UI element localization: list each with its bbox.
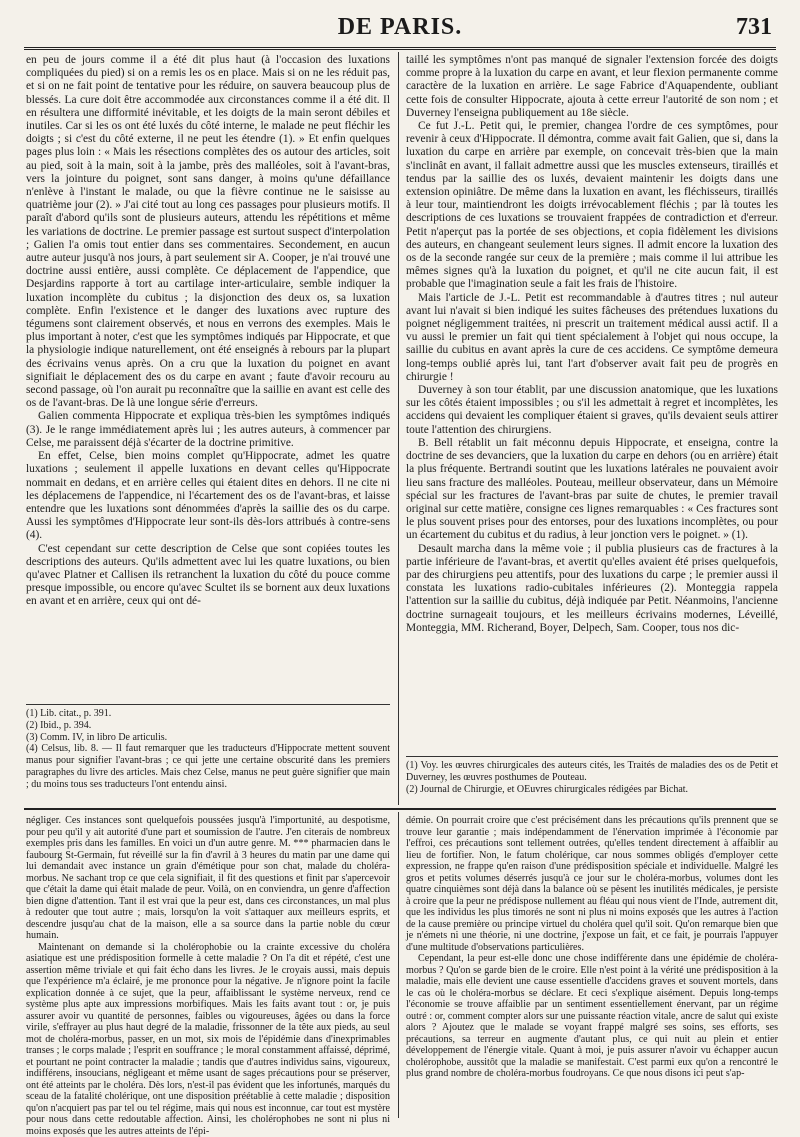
paragraph: taillé les symptômes n'ont pas manqué de signaler l'extension forcée des doigts comme propre à la luxation du carpe en avant, et leur flexion permanente comme caractère de la luxation en arrière. Le sage Fabrice d'Aquapendente, oubliant cette fois de consulter Hippocrate, ajouta à cette erreur l'autorité de son nom ; et Duverney l'enseigna publiquement au 18e siècle. (406, 54, 778, 120)
feuilleton-column-right (406, 815, 778, 1117)
paragraph: Galien commenta Hippocrate et expliqua très-bien les symptômes indiqués (3). Je le range immédiatement après lui ; les autres auteurs, à commencer par Celse, me paraissent déjà s'écarter de la doctrine primitive. (26, 410, 390, 450)
footnote: (1) Voy. les œuvres chirurgicales des auteurs cités, les Traités de maladies des os de Petit et Duverney, les œuvres posthumes de Pouteau. (406, 760, 778, 784)
paragraph: B. Bell rétablit un fait méconnu depuis Hippocrate, et enseigna, contre la doctrine de ses devanciers, que la luxation du carpe en dehors (ou en arrière) était la plus fréquente. Bertrandi soutint que les luxations latérales ne pouvaient avoir lieu sans fracture des malléoles. Pouteau, meilleur observateur, dans un Mémoire spécial sur les fractures de l'avant-bras par suite de chutes, le premier travail original sur cette matière, consigne ces lignes remarquables : « Ces fractures sont le plus souvent prises pour des entorses, pour des luxations incomplètes, ou pour un écartement du cubitus et du radius, à leur jonction vers le poignet. » (1). (406, 437, 778, 543)
footnote-rule (26, 704, 390, 705)
footnote: (3) Comm. IV, in libro De articulis. (26, 732, 390, 744)
paragraph: négliger. Ces instances sont quelquefois poussées jusqu'à l'importunité, au despotisme, pour peu qu'il y ait autorité d'une part et soumission de l'autre. J'en citerais de nombreux exemples pris dans les familles. En voici un d'un autre genre. M. *** pharmacien dans le faubourg St-Germain, fut réveillé sur la fin d'avril à 3 heures du matin par une dame qui lui demandait avec instance un grain d'émétique pour son chat, malade du choléra-morbus. Ne sachant trop ce que cela signifiait, il fit des questions et finit par s'apercevoir que c'était la dame qui était malade de peur. Voilà, on en conviendra, un genre d'affection bien digne d'attention. Tant il est vrai que la peur est, dans ces circonstances, un mal plus à redouter que tout autre ; mais, lorsqu'on la voit s'attaquer aux meilleurs esprits, et descendre jusqu'au chat de la maison, elle a sa source dans la partie noble du cœur humain. (26, 815, 390, 942)
header-rule (24, 47, 776, 50)
footnote: (2) Ibid., p. 394. (26, 720, 390, 732)
paragraph: En effet, Celse, bien moins complet qu'Hippocrate, admet les quatre luxations ; seulement il appelle luxations en devant celles qu'Hippocrate nommait en dedans, et en arrière celles qui étaient dites en dehors. Il ne cite ni les déplacemens de l'appendice, ni l'écartement des os de l'avant-bras, et laisse entendre que les luxations sont dénommées d'après la saillie des os du carpe. Aussi les symptômes d'Hippocrate leur sont-ils dès-lors attribués à contre-sens (4). (26, 450, 390, 542)
column-divider (398, 812, 399, 1118)
paragraph: Duverney à son tour établit, par une discussion anatomique, que les luxations sur les côtés étaient impossibles ; ou s'il les admettait à regret et incomplètes, les accidens qui devaient les compliquer étaient si graves, qu'ils devaient seuls attirer toute l'attention des chirurgiens. (406, 384, 778, 437)
paragraph: C'est cependant sur cette description de Celse que sont copiées toutes les descriptions des auteurs. Qu'ils admettent avec lui les quatre luxations, ou bien qu'avec Platner et Callisen ils retranchent la luxation du côté du pouce comme presque impossible, ou encore qu'avec Scultet ils se bornent aux deux luxations en avant et en arrière, ceux qui ont dé- (26, 543, 390, 609)
paragraph: Cependant, la peur est-elle donc une chose indifférente dans une épidémie de choléra-morbus ? Qu'on se garde bien de le croire. Elle n'est point à la vérité une prédisposition à la maladie, mais elle devient une cause essentielle d'accidens graves et souvent mortels, dans le cas où le choléra-morbus se déclare. Et ceci s'explique aisément. Depuis long-temps l'économie se trouve affaiblie par un sentiment essentiellement énervant, par un régime outré : or, comment compter alors sur une puissante réaction vitale, ancre de salut qui existe alors ? Ajoutez que le malade se voyant frappé malgré ses soins, ses efforts, ses précautions, sa terreur en augmente d'autant plus, ce qui nuit au plein et entier développement de l'énergie vitale. Quant à moi, je puis assurer n'avoir vu échapper aucun cholérophobe, aussitôt que la maladie se manifestait. C'est parmi eux qu'on a rencontré le plus grand nombre de choléra-morbus foudroyans. Ce que nous disons ici peut s'ap- (406, 953, 778, 1080)
paragraph: Mais l'article de J.-L. Petit est recommandable à d'autres titres ; nul auteur avant lui n'avait si bien indiqué les suites fâcheuses des prétendues luxations du poignet négligemment traitées, ni prescrit un traitement médical aussi actif. Il a vu aussi le premier un fait qui tient spécialement à l'objet qui nous occupe, la saillie du cubitus en avant après la cure de ces accidens. Ce symptôme demeura long-temps oublié après lui, tant l'art d'observer avait fait peu de progrès en chirurgie ! (406, 292, 778, 384)
paragraph: Ce fut J.-L. Petit qui, le premier, changea l'ordre de ces symptômes, pour revenir à ceux d'Hippocrate. Il démontra, comme avait fait Galien, que si, dans la luxation du carpe en arrière par exemple, on concevait très-bien que la main s'inclinât en avant, il fallait admettre aussi que les muscles extenseurs, tiraillés et tendus par la saillie des os luxés, devaient maintenir les doigts dans une extension opiniâtre. De même dans la luxation en avant, les fléchisseurs, tiraillés à leur tour, maintiendront les doigts irrévocablement fléchis ; par là toutes les descriptions de ces luxations se trouvaient frappées de contradiction et d'erreur. Petit n'aperçut pas la portée de ses objections, et copia fidèlement les divisions des auteurs, en changeant seulement leurs signes. Il admit encore la luxation des os de la seconde rangée sur ceux de la première ; mais comme il lui attribue les mêmes signes qu'à la luxation du poignet, et qu'il ne cite aucun fait, il est probable que l'imagination seule a fait les frais de l'histoire. (406, 120, 778, 292)
paragraph: en peu de jours comme il a été dit plus haut (à l'occasion des luxations compliquées du pied) si on a remis les os en place. Mais si on ne les réduit pas, et si on ne fait point de tentative pour les réduire, on sauvera beaucoup plus de blessés. La cure doit être accommodée aux circonstances comme il a été dit. Il en résultera une difformité inévitable, et les doigts de la main seront débiles et inutiles. Car si les os ont été luxés du côté interne, le malade ne peut fléchir les doigts ; si c'est du côté externe, il ne peut les étendre (1). » Et enfin quelques pages plus loin : « Mais les résections complètes des os autour des articles, soit au pied, soit à la main, soit à la jambe, près des malléoles, soit à l'avant-bras, vers la jointure du poignet, sont sans danger, à moins qu'une défaillance n'enlève à l'instant le malade, ou que la fièvre continue ne le saisisse au quatrième jour (2). » J'ai cité tout au long ces passages pour plusieurs motifs. Il paraît d'abord qu'ils sont de plusieurs auteurs, attendu les répétitions et même les variations de doctrine. Le premier passage est surtout suspect d'interpolation ; Galien l'a omis tout entier dans ses commentaires. Secondement, en aucun autre auteur jusqu'à nos jours, à part seulement sir A. Cooper, je n'ai trouvé une doctrine aussi entière, aussi complète. Ce déplacement de l'appendice, que Desjardins rapporte à tort au cartilage inter-articulaire, semble indiquer la luxation incomplète du cubitus ; la disjonction des deux os, sa luxation complète. Enfin l'existence et le danger des luxations avec rupture des tégumens sont clairement observés, et nous en verrons des exemples. Mais le plus important à noter, c'est que les symptômes indiqués par Hippocrate, et que la physiologie indique naturellement, ont été enseignés à rebours par la plupart des écrivains venus après. On a cru que la luxation du poignet en avant signifiait le déplacement des os du carpe en avant ; faute d'avoir recouru au second passage, où l'on aurait pu reconnaître que la saillie en avant est celle des os de l'avant-bras. De là une longue série d'erreurs. (26, 54, 390, 410)
footnote: (4) Celsus, lib. 8. — Il faut remarquer que les traducteurs d'Hippocrate mettent souvent manus pour signifier l'avant-bras ; ce qui jette une certaine obscurité dans les premiers paragraphes du livre des articles. Mais chez Celse, manus ne peut guère signifier que main ; du moins tous ses traducteurs l'ont entendu ainsi. (26, 743, 390, 790)
footnote: (2) Journal de Chirurgie, et OEuvres chirurgicales rédigées par Bichat. (406, 784, 778, 796)
footnote-rule (406, 756, 778, 757)
footnote: (1) Lib. citat., p. 391. (26, 708, 390, 720)
running-title: DE PARIS. (0, 14, 800, 41)
article-column-right (406, 54, 778, 754)
column-divider (398, 52, 399, 805)
article-column-left (26, 54, 390, 702)
footnotes-right (406, 760, 778, 804)
feuilleton-column-left (26, 815, 390, 1117)
section-rule (24, 808, 776, 810)
footnotes-left (26, 708, 390, 804)
paragraph: démie. On pourrait croire que c'est précisément dans les précautions qu'ils prennent que se trouve leur garantie ; mais indépendamment de l'énervation imprimée à l'économie par l'effroi, ces précautions sont tellement outrées, qu'elles tendent directement à affaiblir au lieu de fortifier. Non, le fatum cholérique, car nous sommes obligés d'employer cette expression, ne frappe qu'en raison d'une prédisposition spéciale et individuelle. Malgré les gros et petits volumes déserrés jusqu'à ce jour sur le choléra-morbus, volumes dont les quatre cinquièmes sont déjà dans la balance où se pèsent les inutilités médicales, je persiste à croire que la peur ne prédispose nullement au fléau qui nous vient de l'Inde, autrement dit, que les individus les plus timorés ne sont ni plus ni moins exposés que les autres à l'action de la cause première ou principe virtuel du choléra quel qu'il soit. Qu'on remarque bien que je n'émets ni une théorie, ni une doctrine, j'expose un fait, et ce fait, je pourrais l'appuyer d'une multitude d'observations particulières. (406, 815, 778, 953)
page-number: 731 (736, 14, 772, 41)
paragraph: Desault marcha dans la même voie ; il publia plusieurs cas de fractures à la partie inférieure de l'avant-bras, et avertit qu'elles avaient été prises quelquefois, par des chirurgiens peu attentifs, pour des luxations du carpe ; le premier aussi il constata les luxations radio-cubitales inférieures (2). Monteggia rappela l'attention sur la saillie du cubitus, déjà indiquée par Petit. Néanmoins, l'ancienne doctrine surnageait toujours, et les meilleurs écrivains modernes, Léveillé, Monteggia, MM. Richerand, Boyer, Delpech, Sam. Cooper, tous nos dic- (406, 543, 778, 635)
paragraph: Maintenant on demande si la cholérophobie ou la crainte excessive du choléra asiatique est une prédisposition formelle à cette maladie ? On l'a dit et répété, c'est une assertion même triviale et qui fait écho dans les livres. Je le croyais aussi, mais depuis que l'expérience m'a éclairé, je me prononce pour la négative. Je n'ignore point la facile explication donnée à ce sujet, que la peur, affaiblissant le système nerveux, rend ce système plus apte aux impressions morbifiques. Mais les faits avant tout : or, je puis assurer avoir vu quantité de personnes, faibles ou vigoureuses, âgées ou dans la force virile, s'effrayer au plus haut degré de la maladie, frissonner de la tête aux pieds, au seul mot de choléra-morbus, passer, en un mot, six mois de l'épidémie dans d'inexprimables transes ; le corps malade ; l'esprit en souffrance ; le moral constamment affaissé, déprimé, et pourtant ne point contracter la maladie ; tandis que d'autres individus sains, vigoureux, indifférens, insoucians, négligeant et même usant de sages précautions pour se préserver, ont été atteints par le choléra. Dès lors, n'est-il pas évident que les infortunés, marqués du sceau de la fatalité cholérique, ont une disposition préétablie à cette maladie ; disposition qu'on n'acquiert pas par tel ou tel régime, mais qui nous est inconnue, car tout est mystère pour nous dans cette redoutable affection. Ainsi, les cholérophobes ne sont ni plus ni moins exposés que les autres atteints de l'épi- (26, 942, 390, 1137)
